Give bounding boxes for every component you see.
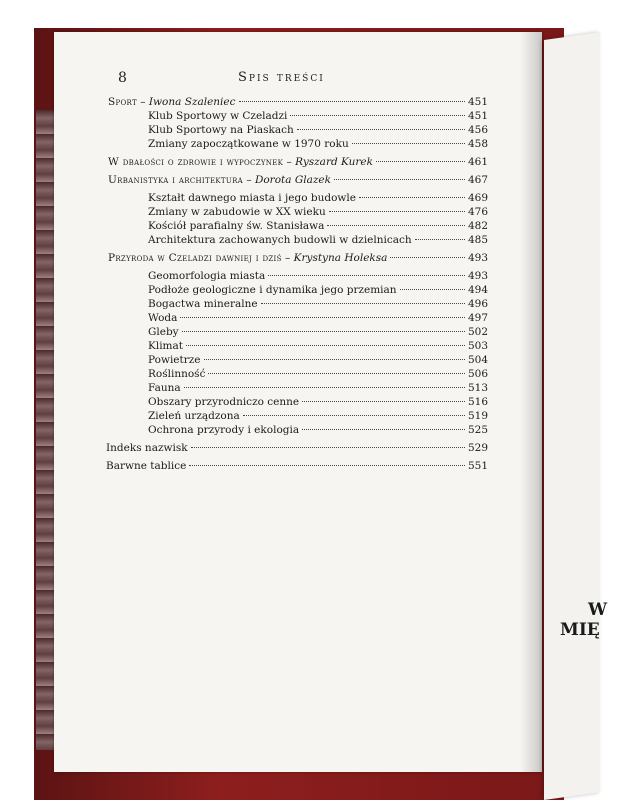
toc-entry — [106, 460, 488, 474]
dot-leader — [302, 429, 465, 430]
toc-entry — [106, 442, 488, 456]
dot-leader — [243, 415, 465, 416]
dot-leader — [261, 303, 465, 304]
toc-entry-title — [108, 252, 387, 264]
dot-leader — [290, 115, 465, 116]
dot-leader — [186, 345, 465, 346]
toc-page-number: 451 — [467, 96, 488, 108]
dot-leader — [297, 129, 465, 130]
toc-section-title: W dbałości o zdrowie i wypoczynek — [108, 156, 284, 168]
toc-entry-title: Architektura zachowanych budowli w dzielnicach — [148, 234, 412, 246]
toc-entry — [108, 174, 488, 188]
toc-page-number: 497 — [467, 312, 488, 324]
dot-leader — [327, 225, 465, 226]
toc-entry — [108, 96, 488, 110]
dot-leader — [180, 317, 465, 318]
toc-section-title: Sport — [108, 96, 137, 108]
toc-entry — [148, 354, 488, 368]
toc-page-number: 482 — [467, 220, 488, 232]
toc-page-number: 516 — [467, 396, 488, 408]
toc-entry — [148, 298, 488, 312]
toc-page-number: 504 — [467, 354, 488, 366]
right-page-title-line1: W — [588, 600, 608, 620]
toc-separator: – — [281, 252, 294, 264]
toc-section-title: Przyroda w Czeladzi dawniej i dziś — [108, 252, 282, 264]
dot-leader — [400, 289, 465, 290]
right-page — [544, 32, 600, 800]
running-head: Spis treści — [238, 70, 325, 85]
toc-entry — [148, 424, 488, 438]
toc-entry-title: Powietrze — [148, 354, 201, 366]
toc-entry-title: Kształt dawnego miasta i jego budowle — [148, 192, 356, 204]
toc-entry-title: Klub Sportowy na Piaskach — [148, 124, 294, 136]
dot-leader — [204, 359, 465, 360]
toc-page-number: 513 — [467, 382, 488, 394]
dot-leader — [302, 401, 465, 402]
toc-entry-title: Klimat — [148, 340, 183, 352]
toc-entry — [148, 234, 488, 248]
toc-page-number: 529 — [467, 442, 488, 454]
toc-entry-title: Podłoże geologiczne i dynamika jego przemian — [148, 284, 397, 296]
page-header — [118, 70, 488, 88]
dot-leader — [415, 239, 465, 240]
toc-entry — [148, 326, 488, 340]
toc-page-number: 493 — [467, 270, 488, 282]
dot-leader — [390, 257, 465, 258]
toc-page-number: 456 — [467, 124, 488, 136]
toc-entry-title — [108, 156, 373, 168]
dot-leader — [352, 143, 465, 144]
toc-entry — [108, 252, 488, 266]
toc-page-number: 525 — [467, 424, 488, 436]
dot-leader — [182, 331, 465, 332]
toc-entry — [148, 396, 488, 410]
toc-entry — [108, 156, 488, 170]
toc-author: Ryszard Kurek — [295, 156, 373, 168]
toc-entry — [148, 382, 488, 396]
toc-page-number: 461 — [467, 156, 488, 168]
toc-separator: – — [243, 174, 255, 186]
right-page-title-line2: MIĘ — [560, 620, 600, 640]
dot-leader — [239, 101, 465, 102]
toc-entry-title: Kościół parafialny św. Stanisława — [148, 220, 325, 232]
toc-section-title: Urbanistyka i architektura — [108, 174, 243, 186]
dot-leader — [376, 161, 465, 162]
toc-page-number: 494 — [467, 284, 488, 296]
toc-entry-title: Woda — [148, 312, 178, 324]
page-number: 8 — [118, 70, 127, 86]
toc-entry-title: Klub Sportowy w Czeladzi — [148, 110, 288, 122]
toc-entry-title: Obszary przyrodniczo cenne — [148, 396, 300, 408]
toc-page-number: 502 — [467, 326, 488, 338]
toc-page-number: 551 — [467, 460, 488, 472]
toc-entry-title: Barwne tablice — [106, 460, 187, 472]
toc-entry — [148, 312, 488, 326]
toc-entry-title: Zmiany w zabudowie w XX wieku — [148, 206, 326, 218]
toc-page-number: 469 — [467, 192, 488, 204]
dot-leader — [329, 211, 465, 212]
toc-author: Krystyna Holeksa — [293, 252, 388, 264]
dot-leader — [184, 387, 465, 388]
toc-entry — [148, 206, 488, 220]
toc-page-number: 476 — [467, 206, 488, 218]
toc-separator: – — [136, 96, 149, 108]
toc-page-number: 503 — [467, 340, 488, 352]
toc-entry-title: Geomorfologia miasta — [148, 270, 266, 282]
toc-author: Dorota Glazek — [254, 174, 331, 186]
toc-entry-title: Bogactwa mineralne — [148, 298, 258, 310]
toc-entry — [148, 110, 488, 124]
toc-entry — [148, 124, 488, 138]
dot-leader — [334, 179, 465, 180]
toc-entry-title — [108, 96, 236, 108]
toc-entry — [148, 270, 488, 284]
toc-entry — [148, 340, 488, 354]
page-gutter-shadow — [520, 32, 542, 772]
toc-entry-title: Zmiany zapoczątkowane w 1970 roku — [148, 138, 349, 150]
toc-entry-title: Gleby — [148, 326, 179, 338]
toc-entry — [148, 410, 488, 424]
toc-page-number: 519 — [467, 410, 488, 422]
dot-leader — [268, 275, 465, 276]
toc-separator: – — [283, 156, 296, 168]
toc-entry-title: Roślinność — [148, 368, 206, 380]
dot-leader — [359, 197, 465, 198]
toc-entry — [148, 220, 488, 234]
toc-entry — [148, 192, 488, 206]
toc-page-number: 467 — [467, 174, 488, 186]
toc-entry-title: Indeks nazwisk — [106, 442, 188, 454]
toc-entry — [148, 284, 488, 298]
toc-entry-title: Zieleń urządzona — [148, 410, 240, 422]
toc-page-number: 493 — [467, 252, 488, 264]
toc-page-number: 458 — [467, 138, 488, 150]
dot-leader — [191, 447, 465, 448]
toc-entry-title: Ochrona przyrody i ekologia — [148, 424, 300, 436]
toc-entry-title: Fauna — [148, 382, 181, 394]
toc-page-number: 496 — [467, 298, 488, 310]
toc-entry-title — [108, 174, 331, 186]
toc-entry — [148, 138, 488, 152]
toc-page-number: 451 — [467, 110, 488, 122]
dot-leader — [189, 465, 465, 466]
toc-page-number: 485 — [467, 234, 488, 246]
dot-leader — [208, 373, 465, 374]
toc-author: Iwona Szaleniec — [148, 96, 236, 108]
right-page-title — [560, 600, 620, 640]
toc-page-number: 506 — [467, 368, 488, 380]
toc-entry — [148, 368, 488, 382]
